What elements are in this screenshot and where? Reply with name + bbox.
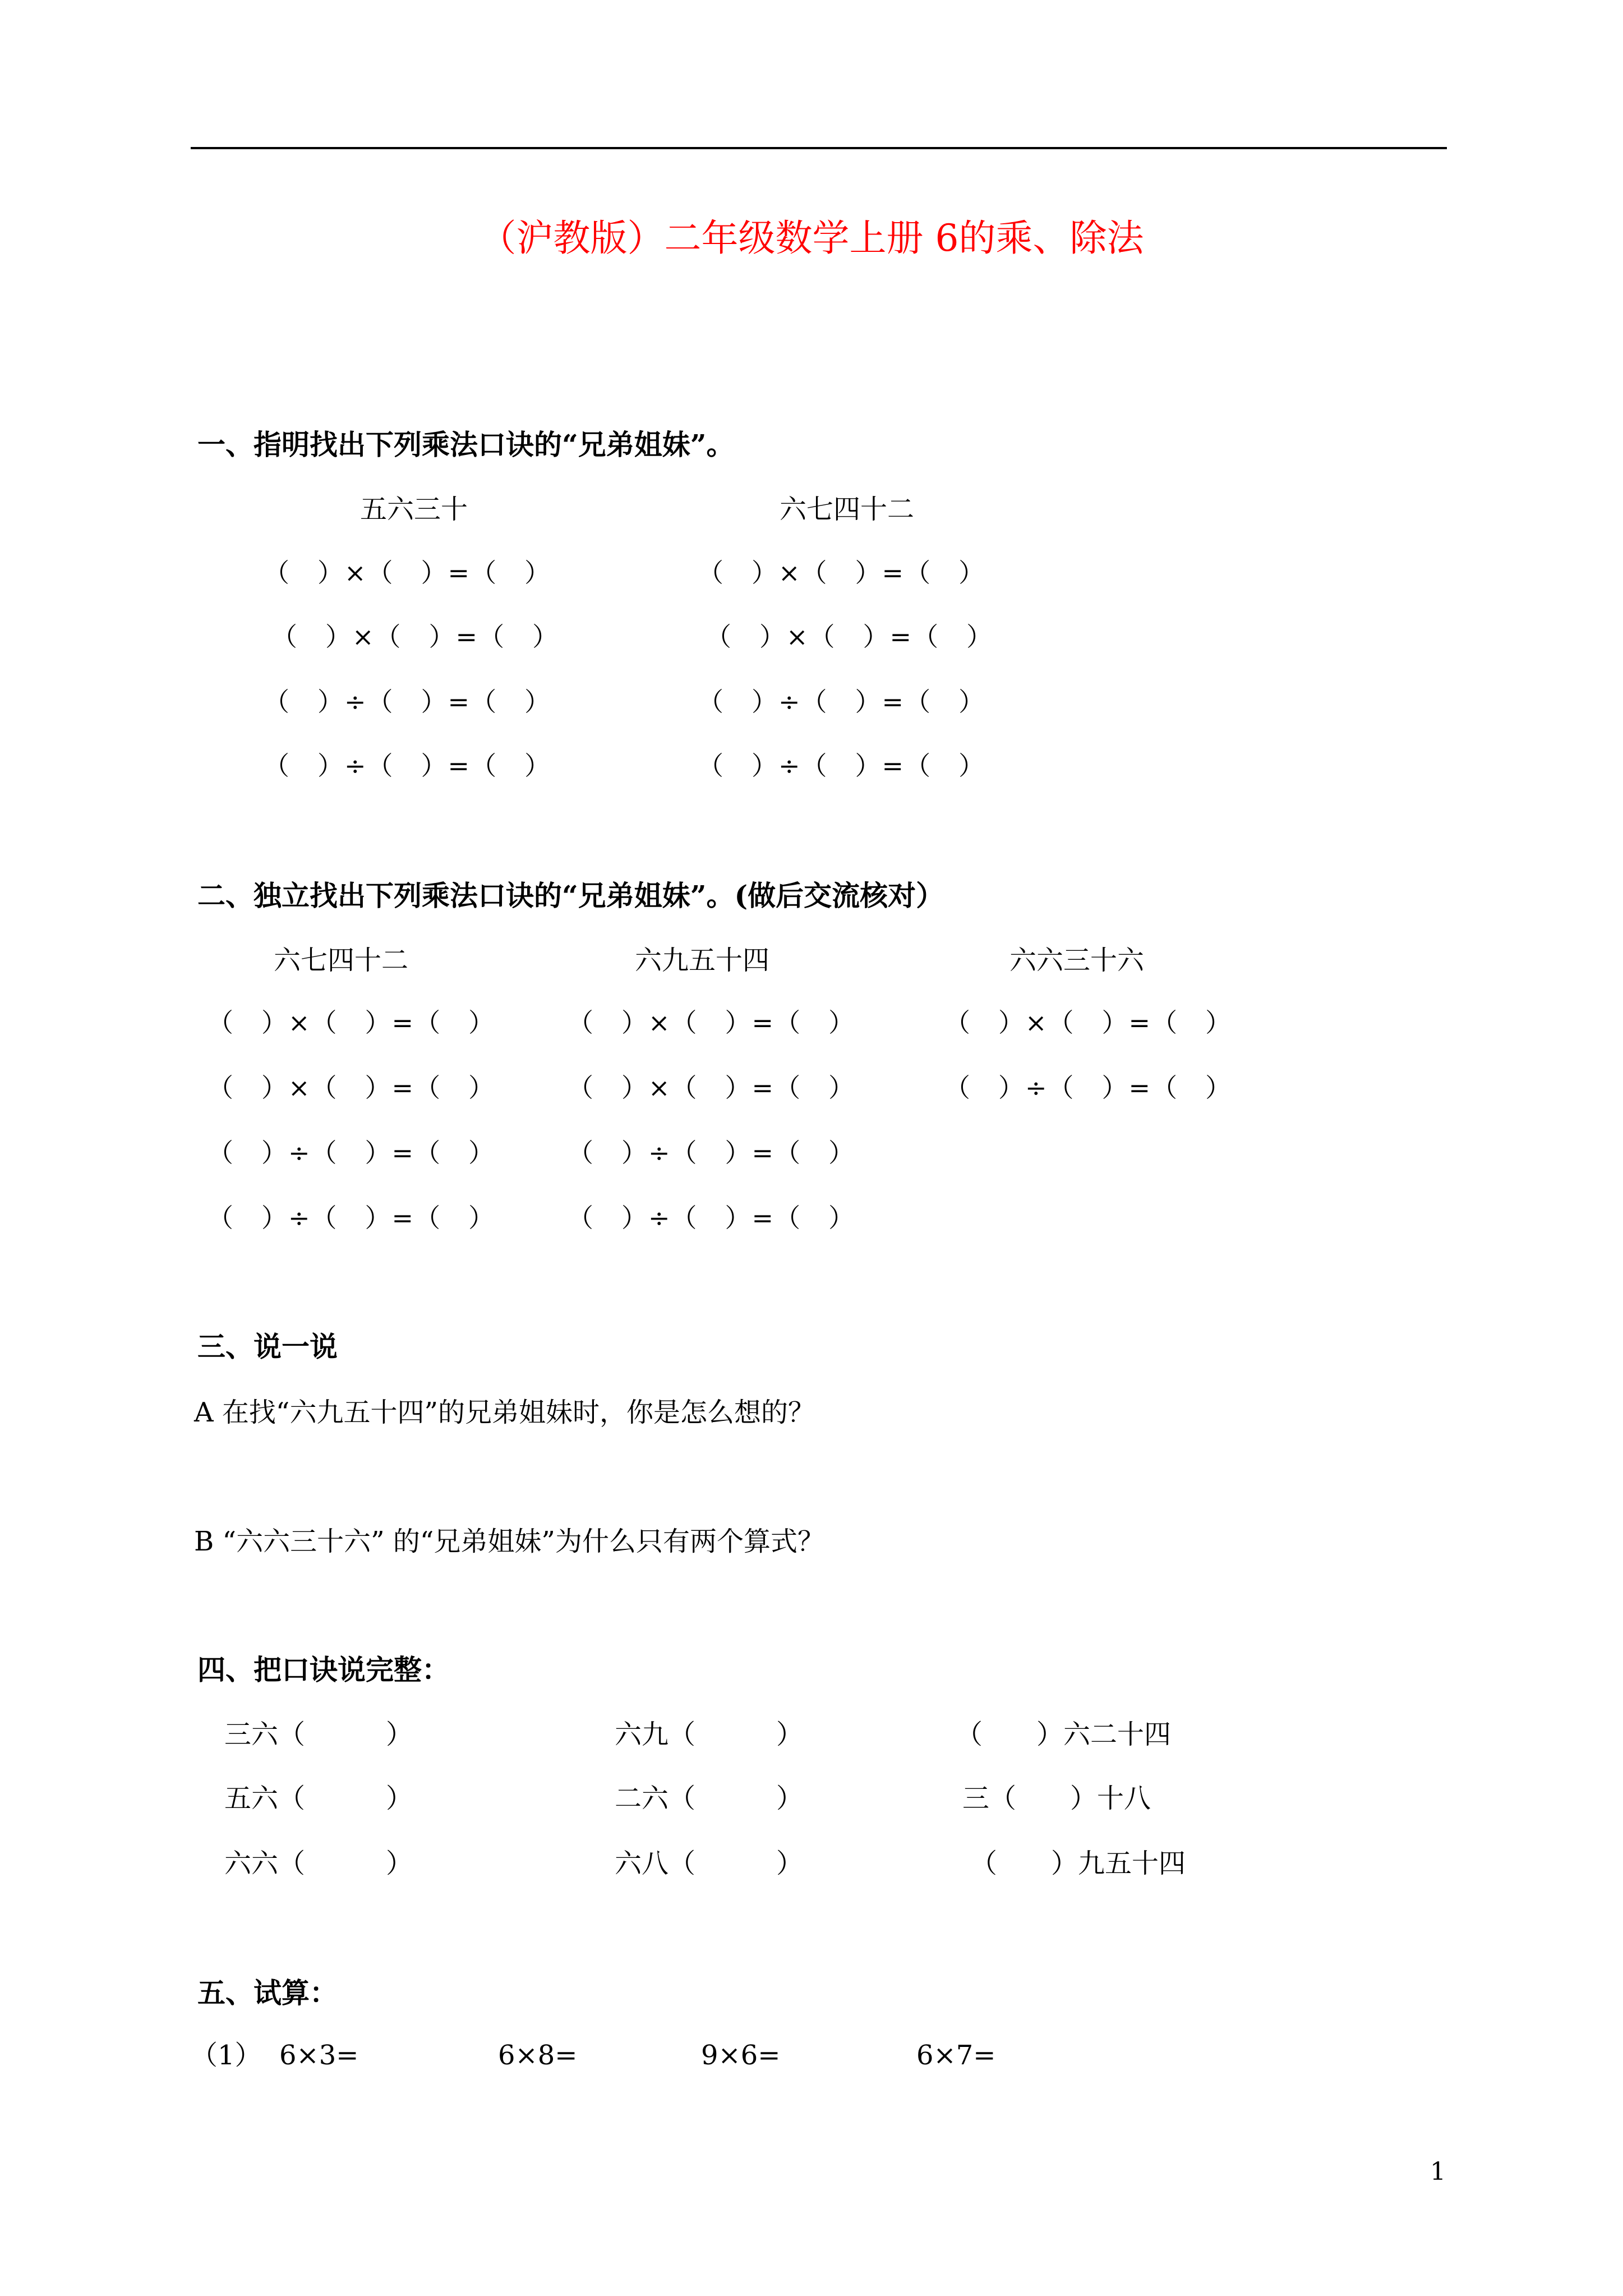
trial-item: 6×8= [498,2040,578,2071]
section-1-heading: 一、指明找出下列乘法口诀的“兄弟姐妹”。 [197,428,735,461]
section-1-blank-row: （ ）÷（ ）=（ ） [698,751,986,781]
section-2-rhyme-1: 六七四十二 [274,945,409,976]
page-number: 1 [1430,2157,1446,2186]
trial-item: 6×3= [279,2040,359,2071]
section-4-heading: 四、把口诀说完整： [197,1653,450,1686]
section-2-blank-row: （ ）÷（ ）=（ ） [568,1138,856,1168]
section-2-blank-row: （ ）÷（ ）=（ ） [944,1073,1233,1103]
page-title: （沪教版）二年级数学上册 6的乘、除法 [479,217,1144,260]
section-2-heading: 二、独立找出下列乘法口诀的“兄弟姐妹”。(做后交流核对） [197,879,944,912]
rhyme-completion-item: 六六（ ） [224,1848,413,1879]
rhyme-completion-item: 六九（ ） [615,1719,804,1750]
question-b: B “六六三十六” 的“兄弟姐妹”为什么只有两个算式？ [194,1526,824,1557]
section-2-rhyme-2: 六九五十四 [635,945,770,976]
section-1-blank-row: （ ）×（ ）=（ ） [698,558,986,588]
section-2-blank-row: （ ）×（ ）=（ ） [944,1007,1233,1038]
question-a: A 在找“六九五十四”的兄弟姐妹时，你是怎么想的？ [194,1397,815,1428]
section-3-heading: 三、说一说 [197,1330,338,1363]
section-1-blank-row: （ ）×（ ）=（ ） [271,622,560,652]
section-1-blank-row: （ ）×（ ）=（ ） [264,558,552,588]
rhyme-completion-item: 三（ ）十八 [962,1783,1151,1814]
trial-row-label: （1） [191,2040,262,2071]
rhyme-completion-item: （ ）六二十四 [956,1719,1172,1750]
section-1-rhyme-1: 五六三十 [360,494,468,525]
section-2-blank-row: （ ）×（ ）=（ ） [568,1073,856,1103]
header-rule [191,147,1447,149]
section-2-blank-row: （ ）÷（ ）=（ ） [208,1138,496,1168]
section-1-blank-row: （ ）÷（ ）=（ ） [264,687,552,717]
section-1-blank-row: （ ）÷（ ）=（ ） [698,687,986,717]
section-2-blank-row: （ ）×（ ）=（ ） [208,1007,496,1038]
section-1-rhyme-2: 六七四十二 [780,494,915,525]
rhyme-completion-item: 三六（ ） [224,1719,413,1750]
rhyme-completion-item: 五六（ ） [224,1783,413,1814]
section-5-heading: 五、试算： [197,1976,338,2009]
section-1-blank-row: （ ）÷（ ）=（ ） [264,751,552,781]
section-2-rhyme-3: 六六三十六 [1009,945,1145,976]
trial-item: 9×6= [701,2040,781,2071]
section-2-blank-row: （ ）×（ ）=（ ） [208,1073,496,1103]
rhyme-completion-item: （ ）九五十四 [970,1848,1186,1879]
rhyme-completion-item: 六八（ ） [615,1848,804,1879]
section-2-blank-row: （ ）×（ ）=（ ） [568,1007,856,1038]
section-2-blank-row: （ ）÷（ ）=（ ） [568,1203,856,1233]
section-2-blank-row: （ ）÷（ ）=（ ） [208,1203,496,1233]
trial-item: 6×7= [916,2040,996,2071]
section-1-blank-row: （ ）×（ ）=（ ） [706,622,994,652]
rhyme-completion-item: 二六（ ） [615,1783,804,1814]
